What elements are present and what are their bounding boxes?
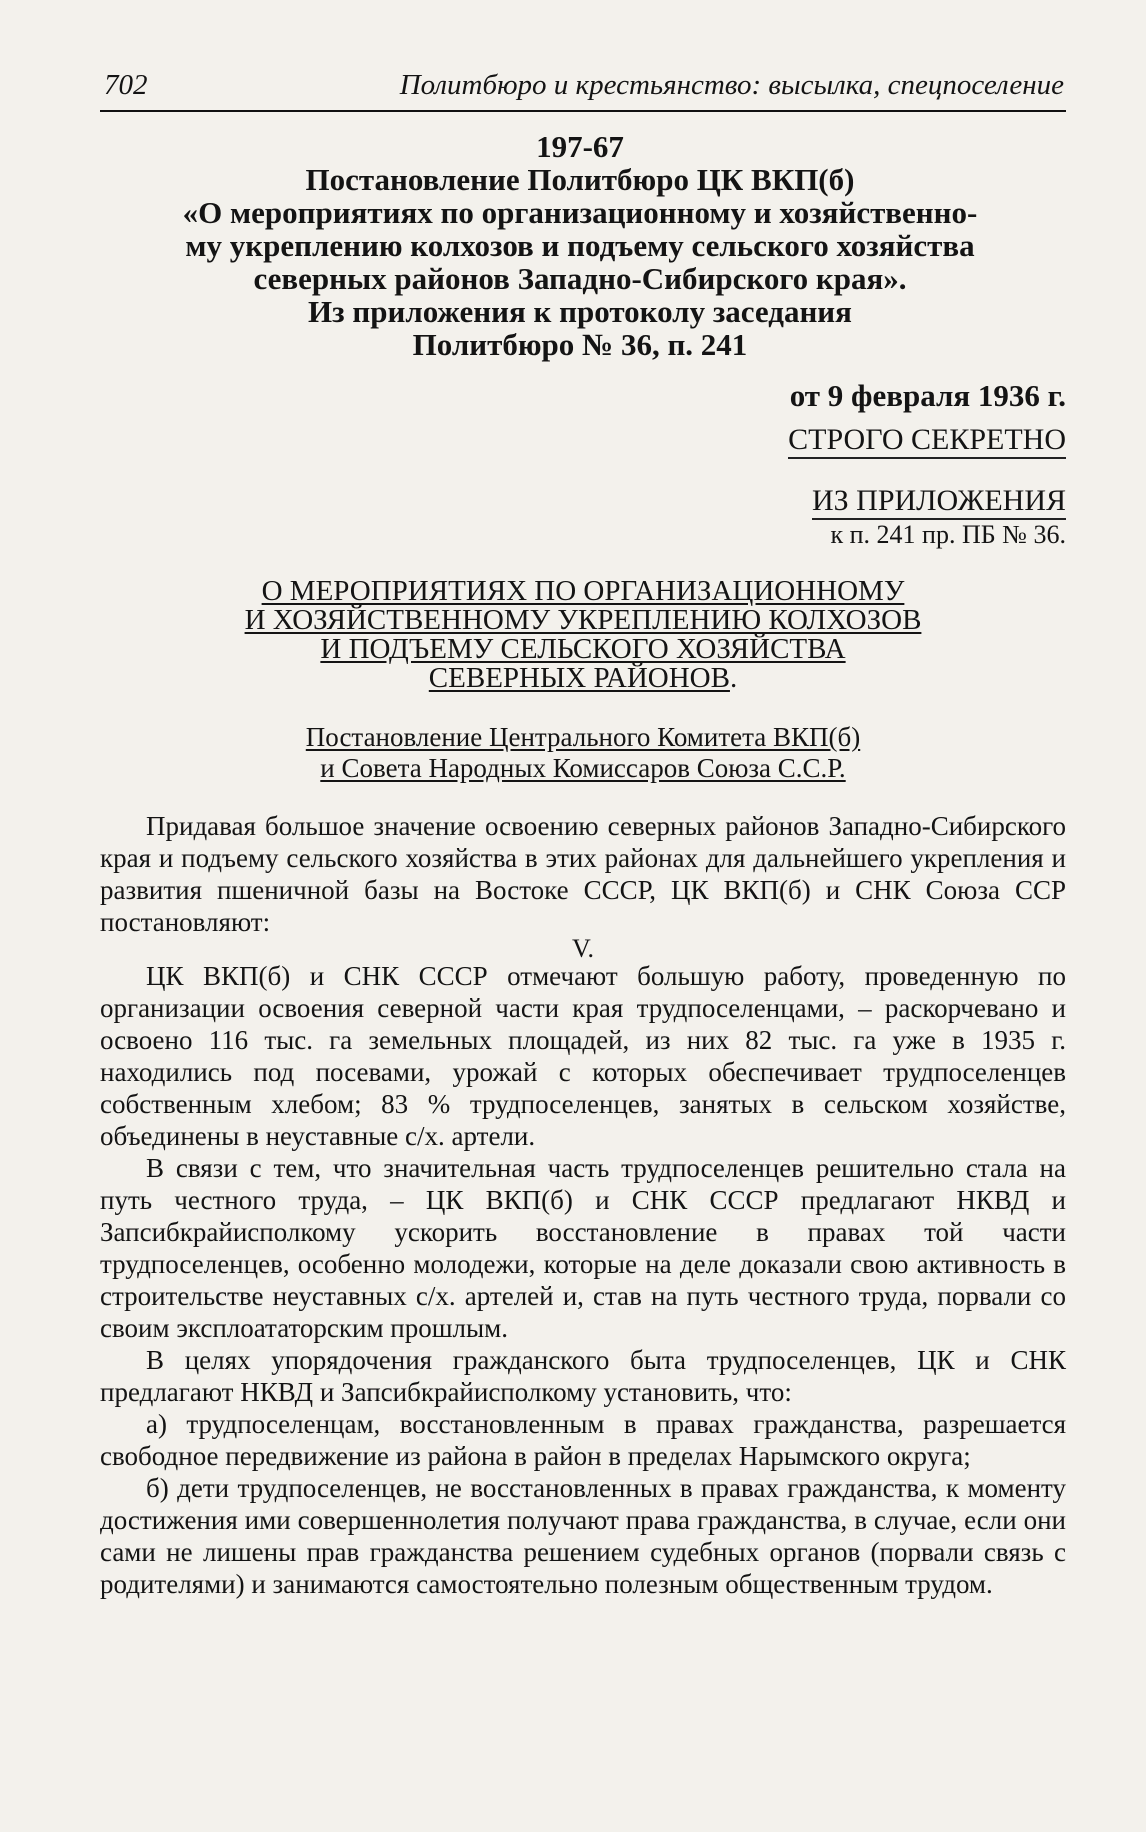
header-line: северных районов Западно-Сибирского края». (253, 261, 907, 296)
section-marker: V. (572, 934, 594, 963)
header-line: му укреплению колхозов и подъему сельского хозяйства (185, 228, 975, 263)
header-line: «О мероприятиях по организационному и хозяйственно- (182, 195, 978, 230)
header-line: Политбюро № 36, п. 241 (412, 327, 748, 362)
appendix-reference: к п. 241 пр. ПБ № 36. (830, 520, 1066, 549)
decree-title (100, 577, 1066, 693)
decree-title-line: СЕВЕРНЫХ РАЙОНОВ (428, 662, 730, 694)
decree-title-line: И ПОДЪЕМУ СЕЛЬСКОГО ХОЗЯЙСТВА (320, 633, 846, 665)
decree-subtitle-line: Постановление Центрального Комитета ВКП(б) (305, 722, 861, 752)
running-title: Политбюро и крестьянство: высылка, спецпоселение (399, 69, 1064, 101)
paragraph: ЦК ВКП(б) и СНК СССР отмечают большую работу, проведенную по организации освоения северной части края трудпоселенцами, – раскорчевано и освоено 116 тыс. га земельных площадей, из них 82 тыс. га уже в 1935 г. находились под посевами, урожай с которых обеспечивает трудпоселенцев собственным хлебом; 83 % трудпоселенцев, занятых в сельском хозяйстве, объединены в неуставные с/х. артели. (100, 961, 1066, 1151)
page-number: 702 (104, 69, 148, 101)
decree-title-end: . (729, 662, 738, 694)
document-header (95, 130, 1065, 361)
paragraph: а) трудпоселенцам, восстановленным в правах гражданства, разрешается свободное передвижение из района в район в пределах Нарымского округа; (100, 1409, 1066, 1471)
document-number: 197-67 (536, 129, 624, 164)
intro-paragraph: Придавая большое значение освоению северных районов Западно-Сибирского края и подъему сельского хозяйства в этих районах для дальнейшего укрепления и развития пшеничной базы на Востоке СССР, ЦК ВКП(б) и СНК Союза ССР постановляют: (100, 811, 1066, 937)
paragraph: В связи с тем, что значительная часть трудпоселенцев решительно стала на путь честного труда, – ЦК ВКП(б) и СНК СССР предлагают НКВД и Запсибкрайисполкому ускорить восстановление в правах той части трудпоселенцев, особенно молодежи, которые на деле доказали свою активность в строительстве неуставных с/х. артелей и, став на путь честного труда, порвали со своим эксплоататорским прошлым. (100, 1153, 1066, 1343)
header-line: Из приложения к протоколу заседания (308, 294, 852, 329)
paragraph: В целях упорядочения гражданского быта трудпоселенцев, ЦК и СНК предлагают НКВД и Запсибкрайисполкому установить, что: (100, 1345, 1066, 1407)
appendix-label: ИЗ ПРИЛОЖЕНИЯ (812, 484, 1066, 520)
paragraph: б) дети трудпоселенцев, не восстановленных в правах гражданства, к моменту достижения ими совершеннолетия получают права гражданства, в случае, если они сами не лишены прав гражданства решением судебных органов (порвали связь с родителями) и занимаются самостоятельно полезным общественным трудом. (100, 1473, 1066, 1599)
document-date: от 9 февраля 1936 г. (789, 378, 1066, 413)
decree-subtitle-line: и Совета Народных Комиссаров Союза С.С.Р. (320, 753, 846, 783)
decree-title-line: И ХОЗЯЙСТВЕННОМУ УКРЕПЛЕНИЮ КОЛХОЗОВ (244, 604, 922, 636)
classification-stamp: СТРОГО СЕКРЕТНО (788, 423, 1066, 459)
header-line: Постановление Политбюро ЦК ВКП(б) (305, 162, 855, 197)
body-text (100, 810, 1066, 1600)
running-header (100, 62, 1066, 112)
decree-subtitle (100, 722, 1066, 784)
decree-title-line: О МЕРОПРИЯТИЯХ ПО ОРГАНИЗАЦИОННОМУ (261, 575, 905, 607)
